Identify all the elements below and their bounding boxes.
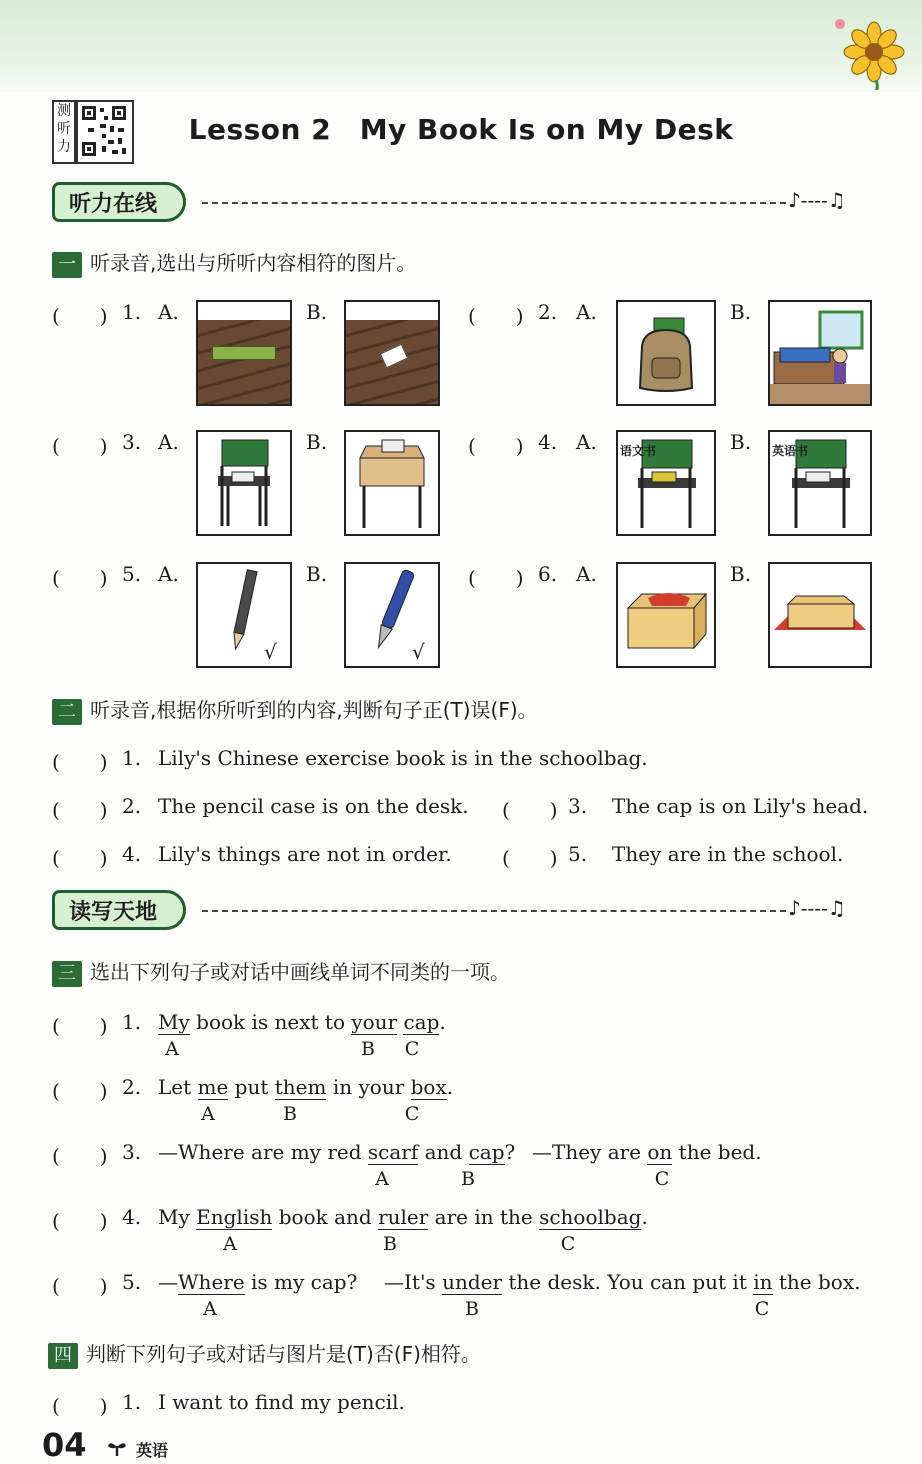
pen-image[interactable] (344, 562, 440, 668)
flower-icon (826, 10, 906, 90)
section-number: 二 (52, 699, 82, 725)
underlined-word: cap (468, 1140, 505, 1164)
sentence: Let me put them in your box. (158, 1075, 454, 1099)
section-instruction: 选出下列句子或对话中画线单词不同类的一项。 (90, 960, 510, 984)
option-a-label: A. (158, 430, 179, 454)
sentence-reply: —It's under the desk. You can put it in the box. (384, 1270, 861, 1294)
sentence: —Where are my red scarf and cap? (158, 1140, 516, 1164)
box-with-cap-image[interactable] (616, 562, 716, 668)
sentence-reply: —They are on the bed. (532, 1140, 762, 1164)
book-label: 英语书 (772, 444, 809, 458)
underlined-word: on (647, 1140, 673, 1164)
statement-text: The pencil case is on the desk. (158, 794, 469, 818)
underlined-word: schoolbag (539, 1205, 642, 1229)
question-number: 2. (122, 1075, 142, 1099)
option-b-label: B. (306, 562, 328, 586)
option-label: C (404, 1103, 420, 1125)
option-label: C (654, 1168, 670, 1190)
underlined-word: me (197, 1075, 229, 1099)
option-label: B (283, 1103, 297, 1125)
option-a-label: A. (576, 300, 597, 324)
underlined-word: scarf (367, 1140, 419, 1164)
question-number: 3. (568, 794, 588, 818)
underlined-word: box (410, 1075, 447, 1099)
option-b-label: B. (306, 300, 328, 324)
sprout-icon (106, 1438, 128, 1458)
question-number: 2. (122, 794, 142, 818)
chair-image[interactable] (196, 430, 292, 536)
option-label: B (383, 1233, 397, 1255)
underlined-word: English (196, 1205, 273, 1229)
underlined-word: in (753, 1270, 773, 1294)
divider (202, 910, 786, 912)
section-instruction: 听录音,选出与所听内容相符的图片。 (90, 251, 417, 275)
option-a-label: A. (576, 562, 597, 586)
option-label: C (560, 1233, 576, 1255)
underlined-word: Where (178, 1270, 245, 1294)
option-label: A (203, 1298, 217, 1320)
option-label: B (361, 1038, 375, 1060)
option-b-label: B. (730, 300, 752, 324)
option-b-label: B. (306, 430, 328, 454)
question-number: 4. (122, 1205, 142, 1229)
book-label: 语文书 (620, 444, 657, 458)
bedroom-boy-icon (770, 302, 870, 404)
answer-paren[interactable]: ( ) (52, 798, 108, 822)
ruler-icon (212, 346, 276, 360)
sentence: My book is next to your cap. (158, 1010, 446, 1034)
qr-label: 测听力 (52, 100, 76, 164)
question-number: 1. (122, 1010, 142, 1034)
check-mark: √ (412, 640, 425, 664)
option-label: A (375, 1168, 389, 1190)
listening-banner: 听力在线 (52, 182, 186, 222)
check-mark: √ (264, 640, 277, 664)
page-number: 04 (42, 1426, 87, 1464)
schoolbag-icon (618, 302, 714, 404)
underlined-word: cap (403, 1010, 440, 1034)
sentence: —Where is my cap? (158, 1270, 358, 1294)
box-on-cap-image[interactable] (768, 562, 872, 668)
ruler-on-floor-image[interactable] (196, 300, 292, 406)
statement-text: Lily's things are not in order. (158, 842, 452, 866)
chair-with-box-icon (198, 432, 290, 534)
pencil-image[interactable] (196, 562, 292, 668)
option-label: A (201, 1103, 215, 1125)
statement-text: The cap is on Lily's head. (612, 794, 869, 818)
underlined-word: your (351, 1010, 398, 1034)
answer-paren[interactable]: ( ) (52, 1274, 108, 1298)
desk-image[interactable] (344, 430, 440, 536)
option-label: A (165, 1038, 179, 1060)
top-band (0, 0, 922, 92)
section-4-heading (48, 1338, 481, 1369)
answer-paren[interactable]: ( ) (502, 846, 558, 870)
answer-paren[interactable]: ( ) (52, 750, 108, 774)
section-1-heading (52, 247, 416, 278)
chair-english-book-image[interactable] (768, 430, 872, 536)
option-label: A (223, 1233, 237, 1255)
page-title: Lesson 2 My Book Is on My Desk (188, 113, 734, 146)
option-label: B (461, 1168, 475, 1190)
section-3-heading (52, 956, 510, 987)
statement-text: I want to find my pencil. (158, 1390, 405, 1414)
question-number: 4. (122, 842, 142, 866)
underlined-word: ruler (378, 1205, 429, 1229)
box-on-cap-icon (770, 564, 870, 666)
answer-paren[interactable]: ( ) (52, 1014, 108, 1038)
chair-chinese-book-image[interactable] (616, 430, 716, 536)
option-label: C (404, 1038, 420, 1060)
section-2-heading (52, 694, 538, 725)
music-note-icon: ♪----♫ (788, 188, 846, 212)
statement-text: They are in the school. (612, 842, 844, 866)
answer-paren[interactable]: ( ) (52, 846, 108, 870)
question-number: 3. (122, 430, 142, 454)
eraser-icon (380, 344, 409, 369)
section-instruction: 判断下列句子或对话与图片是(T)否(F)相符。 (86, 1342, 481, 1366)
answer-paren[interactable]: ( ) (52, 434, 108, 458)
option-a-label: A. (158, 562, 179, 586)
subject-label: 英语 (136, 1441, 169, 1460)
bedroom-image[interactable] (768, 300, 872, 406)
answer-paren[interactable]: ( ) (52, 1144, 108, 1168)
question-number: 5. (568, 842, 588, 866)
music-note-icon: ♪----♫ (788, 896, 846, 920)
sentence: My English book and ruler are in the schoolbag. (158, 1205, 648, 1229)
question-number: 6. (538, 562, 558, 586)
answer-paren[interactable]: ( ) (52, 566, 108, 590)
section-number: 一 (52, 252, 82, 278)
option-a-label: A. (158, 300, 179, 324)
eraser-on-floor-image[interactable] (344, 300, 440, 406)
answer-paren[interactable]: ( ) (502, 798, 558, 822)
question-number: 1. (122, 1390, 142, 1414)
reading-banner: 读写天地 (52, 890, 186, 930)
box-with-cap-icon (618, 564, 714, 666)
option-label: B (465, 1298, 479, 1320)
schoolbag-image[interactable] (616, 300, 716, 406)
section-number: 四 (48, 1343, 78, 1369)
answer-paren[interactable]: ( ) (52, 1079, 108, 1103)
divider (202, 202, 786, 204)
page-body (0, 92, 922, 1462)
section-instruction: 听录音,根据你所听到的内容,判断句子正(T)误(F)。 (90, 698, 538, 722)
question-number: 5. (122, 1270, 142, 1294)
question-number: 1. (122, 746, 142, 770)
answer-paren[interactable]: ( ) (468, 434, 524, 458)
answer-paren[interactable]: ( ) (52, 1209, 108, 1233)
underlined-word: My (158, 1010, 190, 1034)
answer-paren[interactable]: ( ) (52, 1394, 108, 1418)
answer-paren[interactable]: ( ) (468, 304, 524, 328)
underlined-word: under (442, 1270, 503, 1294)
answer-paren[interactable]: ( ) (468, 566, 524, 590)
option-a-label: A. (576, 430, 597, 454)
desk-with-box-icon (346, 432, 438, 534)
question-number: 2. (538, 300, 558, 324)
question-number: 5. (122, 562, 142, 586)
option-label: C (754, 1298, 770, 1320)
statement-text: Lily's Chinese exercise book is in the schoolbag. (158, 746, 648, 770)
section-number: 三 (52, 961, 82, 987)
question-number: 1. (122, 300, 142, 324)
option-b-label: B. (730, 562, 752, 586)
question-number: 4. (538, 430, 558, 454)
option-b-label: B. (730, 430, 752, 454)
question-number: 3. (122, 1140, 142, 1164)
underlined-word: them (274, 1075, 327, 1099)
answer-paren[interactable]: ( ) (52, 304, 108, 328)
